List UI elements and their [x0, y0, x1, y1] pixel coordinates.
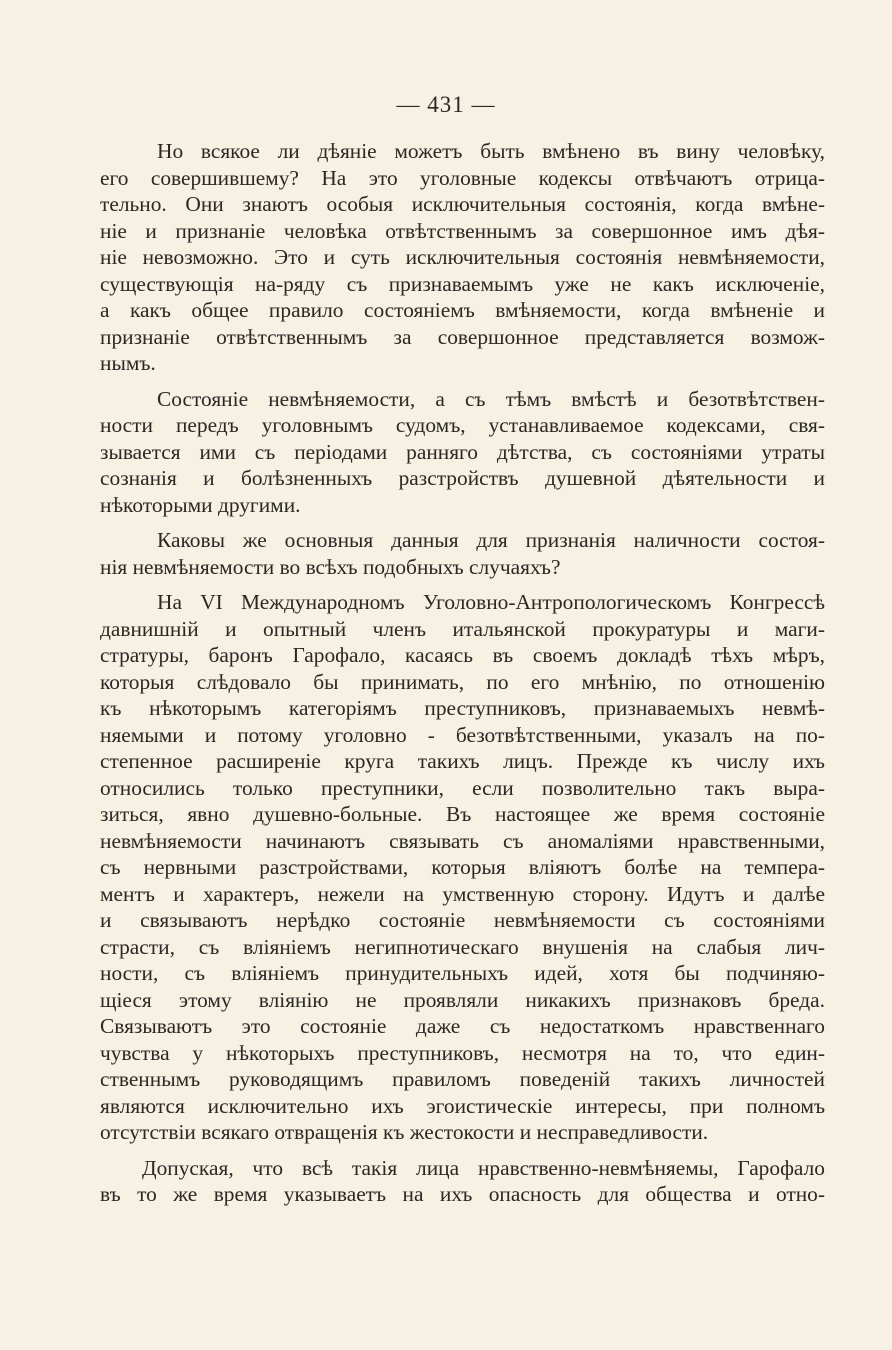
text-line: ственнымъ руководящимъ правиломъ поведеній такихъ личностей	[100, 1067, 825, 1091]
page-number: — 431 —	[396, 92, 496, 117]
text-line: зывается ими съ періодами ранняго дѣтства, съ состояніями утраты	[100, 439, 825, 464]
text-line: нымъ.	[100, 351, 156, 375]
text-line: съ нервными разстройствами, которыя вліяютъ болѣе на темпера-	[100, 855, 825, 879]
paragraph-1	[100, 138, 825, 377]
text-line: Но всякое ли дѣяніе можетъ быть вмѣнено въ вину человѣку,	[157, 139, 825, 163]
text-line: страсти, съ вліяніемъ негипнотическаго внушенія на слабыя лич-	[100, 934, 825, 959]
text-line: ніе и признаніе человѣка отвѣтственнымъ за совершонное имъ дѣя-	[100, 218, 825, 243]
paragraph-4	[100, 589, 825, 1146]
paragraph-3	[100, 527, 825, 580]
text-line: На VI Международномъ Уголовно-Антропологическомъ Конгрессѣ	[157, 590, 825, 614]
text-line: Состояніе невмѣняемости, а съ тѣмъ вмѣстѣ и безотвѣтствен-	[157, 386, 825, 411]
text-line: тельно. Они знаютъ особыя исключительныя состоянія, когда вмѣне-	[100, 192, 825, 216]
text-line: признаніе отвѣтственнымъ за совершонное представляется возмож-	[100, 324, 825, 349]
text-line: и связываютъ нерѣдко состояніе невмѣняемости съ состояніями	[100, 908, 825, 932]
text-line: которыя слѣдовало бы принимать, по его мнѣнію, по отношенію	[100, 669, 825, 694]
text-line: ности передъ уголовнымъ судомъ, устанавливаемое кодексами, свя-	[100, 413, 825, 437]
text-line: щіеся этому вліянію не проявляли никакихъ признаковъ бреда.	[100, 987, 825, 1012]
text-line: нія невмѣняемости во всѣхъ подобныхъ случаяхъ?	[100, 554, 561, 579]
text-line: стратуры, баронъ Гарофало, касаясь въ своемъ докладѣ тѣхъ мѣръ,	[100, 643, 825, 667]
text-line: Связываютъ это состояніе даже съ недостаткомъ нравственнаго	[100, 1014, 825, 1038]
text-line: относились только преступники, если позволительно такъ выра-	[100, 775, 825, 800]
text-line: давнишній и опытный членъ итальянской прокуратуры и маги-	[100, 616, 825, 641]
text-line: ніе невозможно. Это и суть исключительныя состоянія невмѣняемости,	[100, 245, 825, 269]
text-line: а какъ общее правило состояніемъ вмѣняемости, когда вмѣненіе и	[100, 298, 825, 322]
text-line: нѣкоторыми другими.	[100, 492, 301, 517]
text-line: отсутствіи всякаго отвращенія къ жестокости и несправедливости.	[100, 1120, 709, 1144]
body-text	[100, 138, 825, 1208]
paragraph-2	[100, 386, 825, 519]
text-line: Допуская, что всѣ такія лица нравственно-невмѣняемы, Гарофало	[142, 1155, 825, 1180]
text-line: являются исключительно ихъ эгоистическіе интересы, при полномъ	[100, 1093, 825, 1118]
text-line: зиться, явно душевно-больные. Въ настоящее же время состояніе	[100, 802, 825, 826]
text-line: существующія на-ряду съ признаваемымъ уже не какъ исключеніе,	[100, 271, 825, 296]
text-line: Каковы же основныя данныя для признанія наличности состоя-	[157, 528, 825, 552]
text-line: няемыми и потому уголовно - безотвѣтственными, указалъ на по-	[100, 722, 825, 747]
text-line: сознанія и болѣзненныхъ разстройствъ душевной дѣятельности и	[100, 466, 825, 490]
text-line: его совершившему? На это уголовные кодексы отвѣчаютъ отрица-	[100, 165, 825, 190]
paragraph-5	[100, 1155, 825, 1208]
text-line: ности, съ вліяніемъ принудительныхъ идей, хотя бы подчиняю-	[100, 961, 825, 985]
text-line: невмѣняемости начинаютъ связывать съ аномаліями нравственными,	[100, 828, 825, 853]
text-line: къ нѣкоторымъ категоріямъ преступниковъ, признаваемыхъ невмѣ-	[100, 696, 825, 720]
text-line: ментъ и характеръ, нежели на умственную сторону. Идутъ и далѣе	[100, 881, 825, 906]
text-line: степенное расширеніе круга такихъ лицъ. Прежде къ числу ихъ	[100, 749, 825, 773]
text-line: чувства у нѣкоторыхъ преступниковъ, несмотря на то, что един-	[100, 1040, 825, 1065]
text-line: въ то же время указываетъ на ихъ опасность для общества и отно-	[100, 1182, 825, 1206]
